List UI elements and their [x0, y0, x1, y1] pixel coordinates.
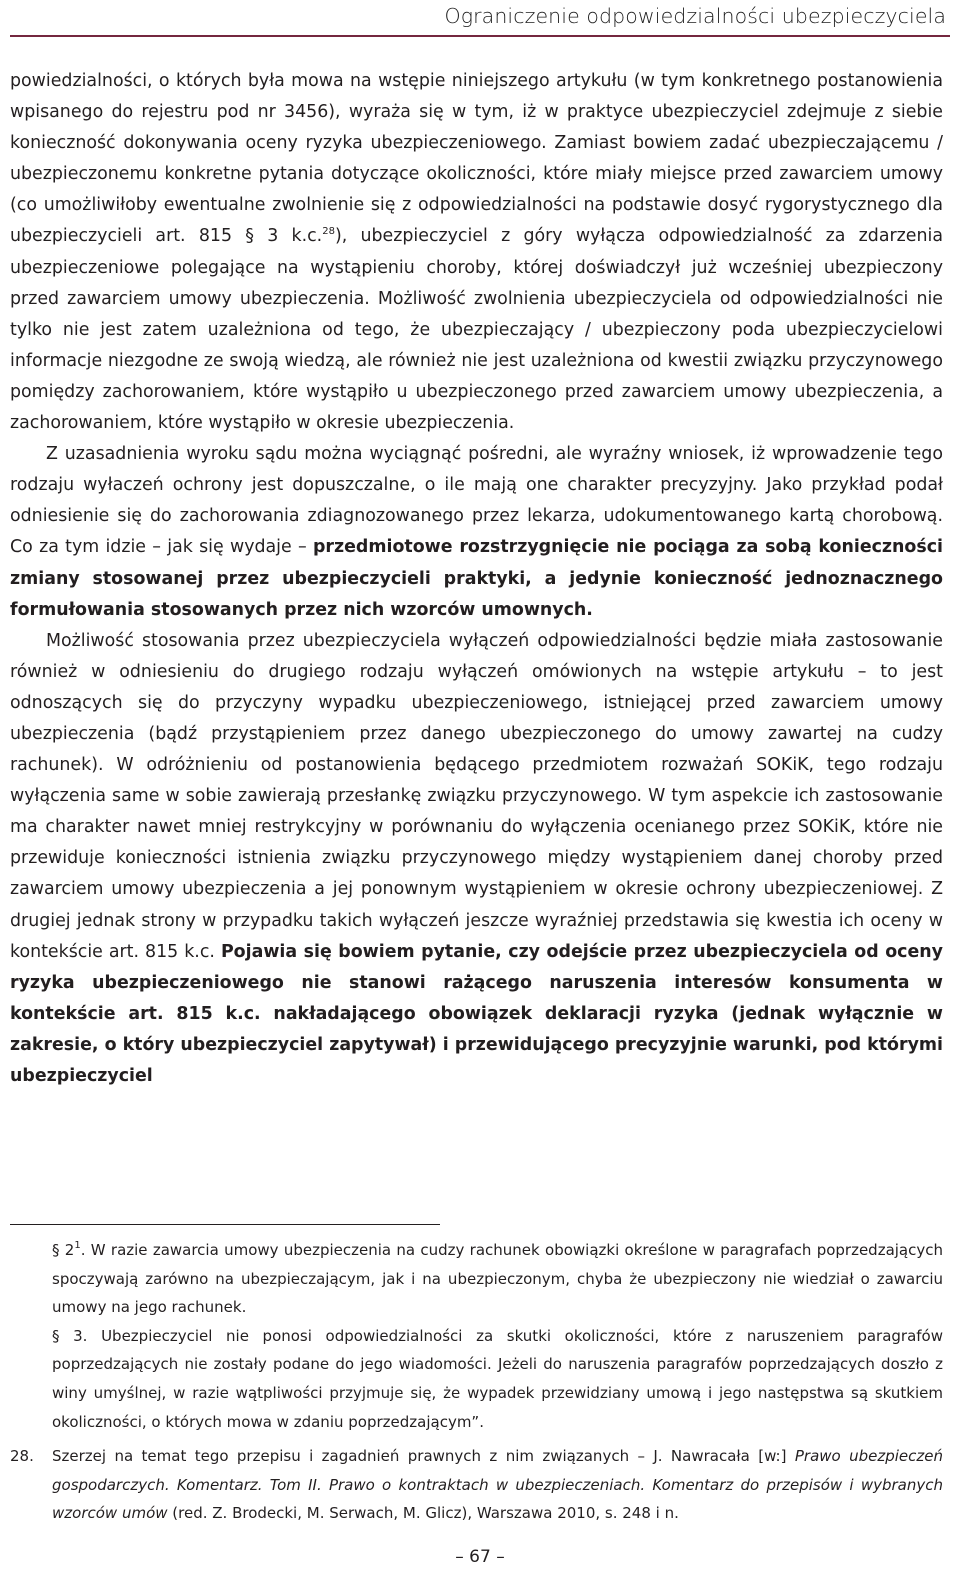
running-title: Ograniczenie odpowiedzialności ubezpieczyciela — [444, 4, 946, 28]
footnote-28-title: Prawo ubezpieczeń gospodarczych. Komentarz. Tom II. Prawo o kontraktach w ubezpieczeniach. Komentarz do przepisów i wybranych wzorców umów — [52, 1447, 944, 1523]
paragraph-3 — [10, 626, 943, 1092]
quoted-paragraph-2-1 — [10, 1236, 943, 1322]
paragraph-2-text: Z uzasadnienia wyroku sądu można wyciągnąć pośredni, ale wyraźny wniosek, iż wprowadzenie tego rodzaju wyłaczeń ochrony jest dopuszczalne, o ile mają one charakter precyzyjny. Jako przykład podał odniesienie się do zachorowania zdiagnozowanego przez lekarza, udokumentowanego kartą chorobową. Co za tym idzie – jak się wydaje – — [10, 444, 943, 558]
quoted-paragraph-2-1-text: . W razie zawarcia umowy ubezpieczenia na cudzy rachunek obowiązki określone w paragrafach poprzedzających spoczywają zarówno na ubezpieczającym, jak i na ubezpieczonym, chyba że ubezpieczony nie wiedział o zawarciu umowy na jego rachunek. — [52, 1241, 944, 1317]
paragraph-3-text: Możliwość stosowania przez ubezpieczyciela wyłączeń odpowiedzialności będzie miała zastosowanie również w odniesieniu do drugiego rodzaju wyłączeń omówionych na wstępie artykułu – to jest odnoszących się do przyczyny wypadku ubezpieczeniowego, istniejącej przed zawarciem umowy ubezpieczenia (bądź przystąpieniem przez danego ubezpieczonego do umowy zawartej na cudzy rachunek). W odróżnieniu od postanowienia będącego przedmiotem rozważań SOKiK, tego rodzaju wyłączenia same w sobie zawierają przesłankę związku przyczynowego. W tym aspekcie ich zastosowanie ma charakter nawet mniej restrykcyjny w porównaniu do wyłączenia ocenianego przez SOKiK, które nie przewiduje konieczności istnienia związku przyczynowego między wystąpieniem danej choroby przed zawarciem umowy ubezpieczenia a jej ponownym wystąpieniem w okresie ochrony ubezpieczeniowej. Z drugiej jednak strony w przypadku takich wyłączeń jeszcze wyraźniej przedstawia się kwestia ich oceny w kontekście art. 815 k.c. — [10, 630, 943, 962]
main-text — [10, 66, 943, 1092]
paragraph-2-emphasis: przedmiotowe rozstrzygnięcie nie pociąga za sobą konieczności zmiany stosowanej przez ubezpieczycieli praktyki, a jedynie konieczność jednoznacznego formułowania stosowanych przez nich wzorców umownych. — [10, 537, 943, 620]
paragraph-1-text-a: powiedzialności, o których była mowa na wstępie niniejszego artykułu (w tym konkretnego postanowienia wpisanego do rejestru pod nr 3456), wyraża się w tym, iż w praktyce ubezpieczyciel zdejmuje z siebie konieczność dokonywania oceny ryzyka ubezpieczeniowego. Zamiast bowiem zadać ubezpieczającemu / ubezpieczonemu konkretne pytania dotyczące okoliczności, które miały miejsce przed zawarciem umowy (co umożliwiłoby ewentualne zwolnienie się z odpowiedzialności na podstawie dosyć rygorystycznego dla ubezpieczycieli art. 815 § 3 k.c. — [10, 71, 943, 247]
footnote-28-text-b: (red. Z. Brodecki, M. Serwach, M. Glicz), Warszawa 2010, s. 248 i n. — [167, 1504, 679, 1523]
footnote-number: 28. — [10, 1447, 34, 1466]
footnote-28-text-a: Szerzej na temat tego przepisu i zagadnień prawnych z nim związanych – J. Nawracała [w:] — [52, 1447, 795, 1466]
paragraph-1 — [10, 66, 943, 439]
header-rule — [10, 35, 950, 37]
paragraph-3-emphasis: Pojawia się bowiem pytanie, czy odejście przez ubezpieczyciela od oceny ryzyka ubezpieczeniowego nie stanowi rażącego naruszenia interesów konsumenta w kontekście art. 815 k.c. nakładającego obowiązek deklaracji ryzyka (jednak wyłącznie w zakresie, o który ubezpieczyciel zapytywał) i przewidującego precyzyjnie warunki, pod którymi ubezpieczyciel — [10, 941, 943, 1086]
footnote-separator — [10, 1224, 440, 1225]
paragraph-1-text-b: ), ubezpieczyciel z góry wyłącza odpowiedzialność za zdarzenia ubezpieczeniowe polegające na wystąpieniu choroby, której doświadczył już wcześniej ubezpieczony przed zawarciem umowy ubezpieczenia. Możliwość zwolnienia ubezpieczyciela od odpowiedzialności nie tylko nie jest zatem uzależniona od tego, że ubezpieczający / ubezpieczony poda ubezpieczycielowi informacje niezgodne ze swoją wiedzą, ale również nie jest uzależniona od kwestii związku przyczynowego pomiędzy zachorowaniem, które wystąpiło u ubezpieczonego przed zawarciem umowy ubezpieczenia, a zachorowaniem, które wystąpiło w okresie ubezpieczenia. — [10, 226, 943, 434]
quoted-section-sign: § 2 — [52, 1241, 75, 1259]
page-number: – 67 – — [455, 1547, 505, 1567]
footnote-ref-28[interactable]: 28 — [322, 226, 335, 238]
quoted-section-sup: 1 — [74, 1240, 81, 1251]
footnote-28 — [10, 1442, 943, 1528]
footnotes — [10, 1236, 943, 1528]
paragraph-2 — [10, 439, 943, 626]
page-header — [0, 0, 960, 36]
quoted-paragraph-3 — [10, 1322, 943, 1436]
quoted-paragraph-3-text: § 3. Ubezpieczyciel nie ponosi odpowiedzialności za skutki okoliczności, które z naruszeniem paragrafów poprzedzających nie zostały podane do jego wiadomości. Jeżeli do naruszenia paragrafów poprzedzających doszło z winy umyślnej, w razie wątpliwości przyjmuje się, że wypadek przewidziany umową i jego następstwa są skutkiem okoliczności, o których mowa w zdaniu poprzedzającym”. — [52, 1326, 943, 1431]
footnote-quoted-provision — [10, 1236, 943, 1436]
